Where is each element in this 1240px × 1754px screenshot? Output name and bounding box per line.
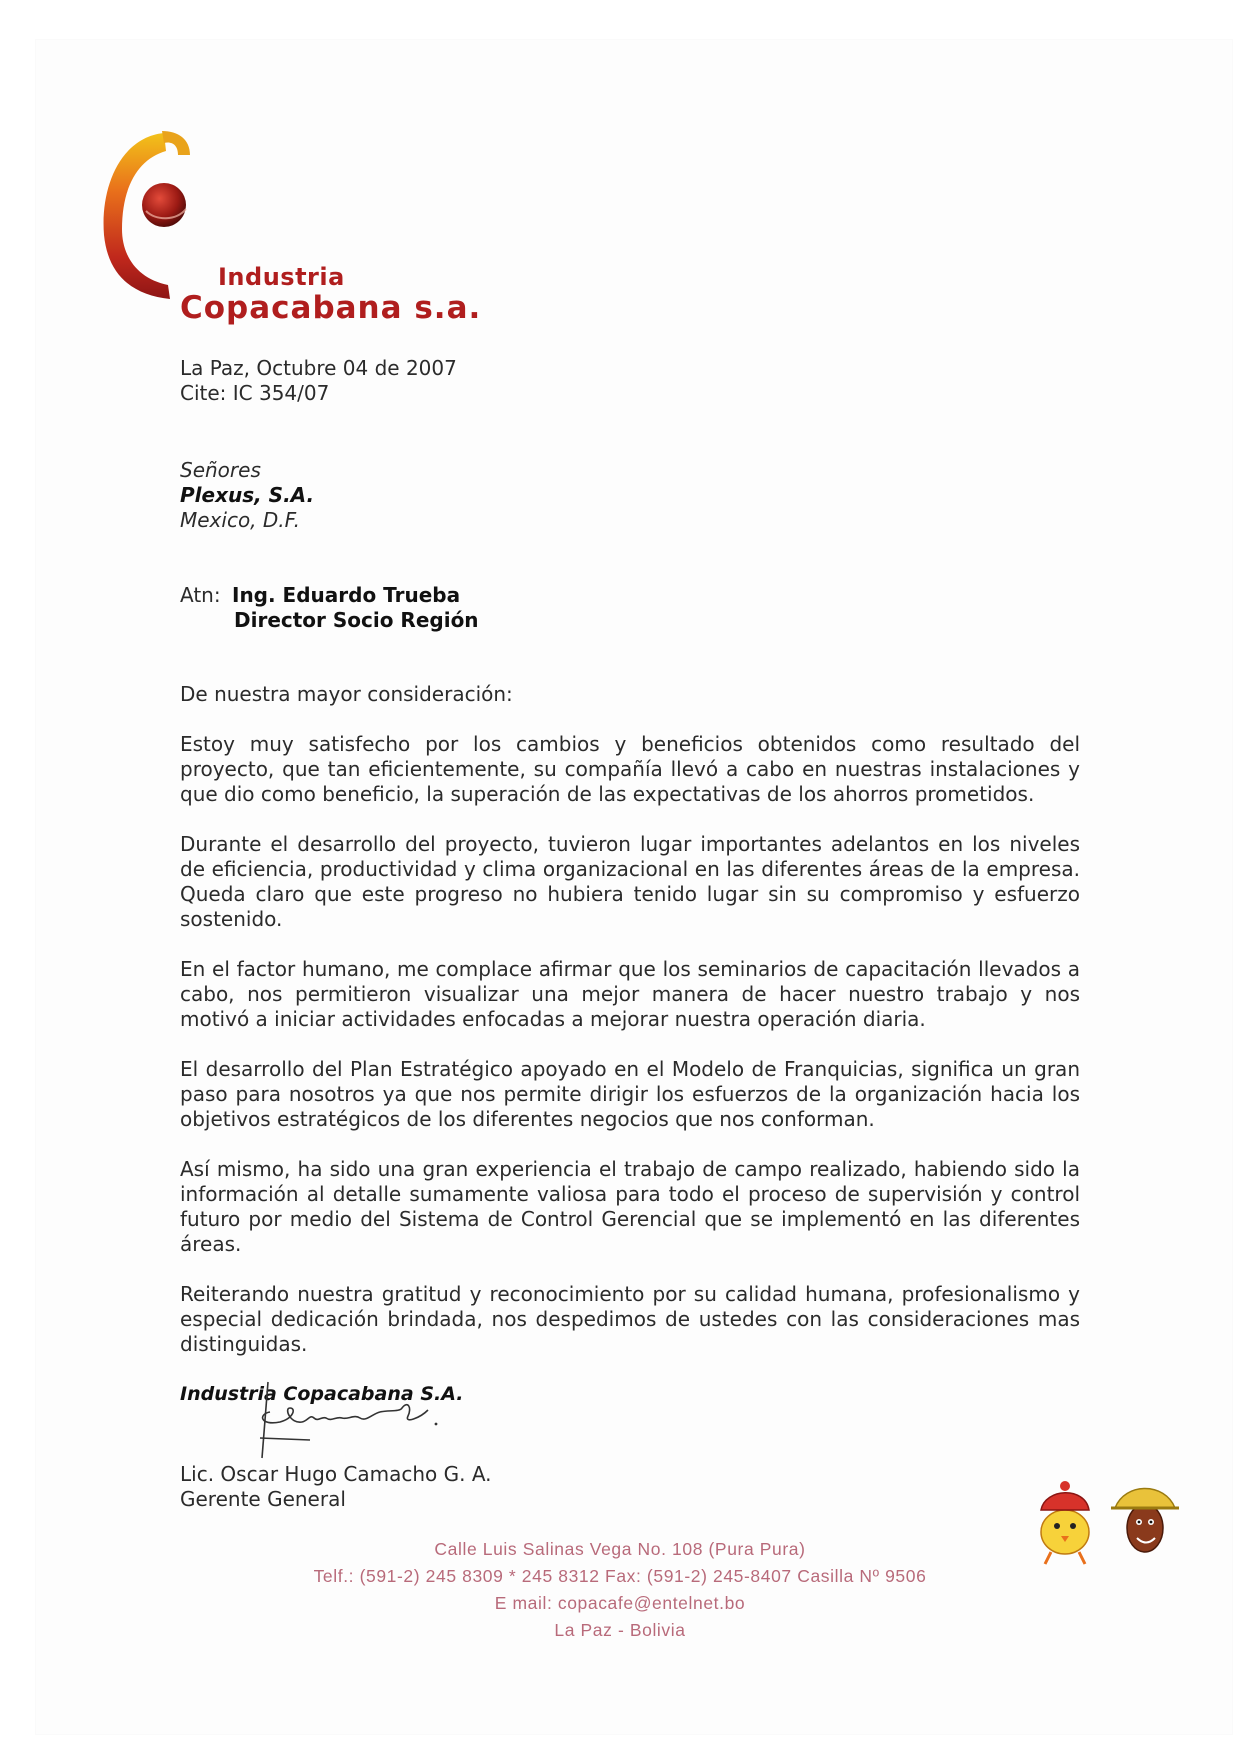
body-paragraph: El desarrollo del Plan Estratégico apoyado en el Modelo de Franquicias, significa un gran paso para nosotros ya que nos permite dirigir los esfuerzos de la organización hacia los objetivos estratégicos de los diferentes negocios que nos conforman. xyxy=(180,1057,1080,1131)
body-paragraph: Así mismo, ha sido una gran experiencia el trabajo de campo realizado, habiendo sido la información al detalle sumamente valiosa para todo el proceso de supervisión y control futuro por medio del Sistema de Control Gerencial que se implementó en las diferentes áreas. xyxy=(180,1157,1080,1256)
cite-reference: Cite: IC 354/07 xyxy=(180,381,330,405)
footer-city: La Paz - Bolivia xyxy=(554,1620,686,1640)
recipient-company: Plexus, S.A. xyxy=(180,483,315,507)
recipient-city: Mexico, D.F. xyxy=(180,508,300,532)
footer-email: E mail: copacafe@entelnet.bo xyxy=(494,1593,746,1613)
greeting: De nuestra mayor consideración: xyxy=(180,682,513,706)
brand-line1: Industria xyxy=(218,263,345,291)
attention-title: Director Socio Región xyxy=(234,608,479,632)
recipient-salutation: Señores xyxy=(180,458,261,482)
handwritten-signature xyxy=(250,1378,500,1468)
body-paragraph: Durante el desarrollo del proyecto, tuvieron lugar importantes adelantos en los niveles de eficiencia, productividad y clima organizacional en las diferentes áreas de la empresa. Queda claro que este progreso no hubiera tenido lugar sin su compromiso y esfuerzo sostenido. xyxy=(180,832,1080,931)
signature-company: Industria Copacabana S.A. xyxy=(180,1383,464,1405)
brand-line2: Copacabana s.a. xyxy=(180,290,482,326)
attention-name: Ing. Eduardo Trueba xyxy=(232,583,461,607)
place-date: La Paz, Octubre 04 de 2007 xyxy=(180,356,457,380)
footer-phones: Telf.: (591-2) 245 8309 * 245 8312 Fax: (591-2) 245-8407 Casilla Nº 9506 xyxy=(313,1566,927,1586)
body-paragraph: Estoy muy satisfecho por los cambios y beneficios obtenidos como resultado del proyecto, que tan eficientemente, su compañía llevó a cabo en nuestras instalaciones y que dio como beneficio, la superación de las expectativas de los ahorros prometidos. xyxy=(180,732,1080,806)
body-paragraph: Reiterando nuestra gratitud y reconocimiento por su calidad humana, profesionalismo y especial dedicación brindada, nos despedimos de ustedes con las consideraciones mas distinguidas. xyxy=(180,1282,1080,1356)
signatory-name: Lic. Oscar Hugo Camacho G. A. xyxy=(180,1462,492,1486)
attention-label: Atn: xyxy=(180,583,221,607)
footer-address: Calle Luis Salinas Vega No. 108 (Pura Pura) xyxy=(434,1539,806,1559)
body-paragraph: En el factor humano, me complace afirmar que los seminarios de capacitación llevados a cabo, nos permitieron visualizar una mejor manera de hacer nuestro trabajo y nos motivó a iniciar actividades enfocadas a mejorar nuestra operación diaria. xyxy=(180,957,1080,1031)
copacabana-logo-icon xyxy=(92,125,212,305)
signatory-role: Gerente General xyxy=(180,1487,346,1511)
